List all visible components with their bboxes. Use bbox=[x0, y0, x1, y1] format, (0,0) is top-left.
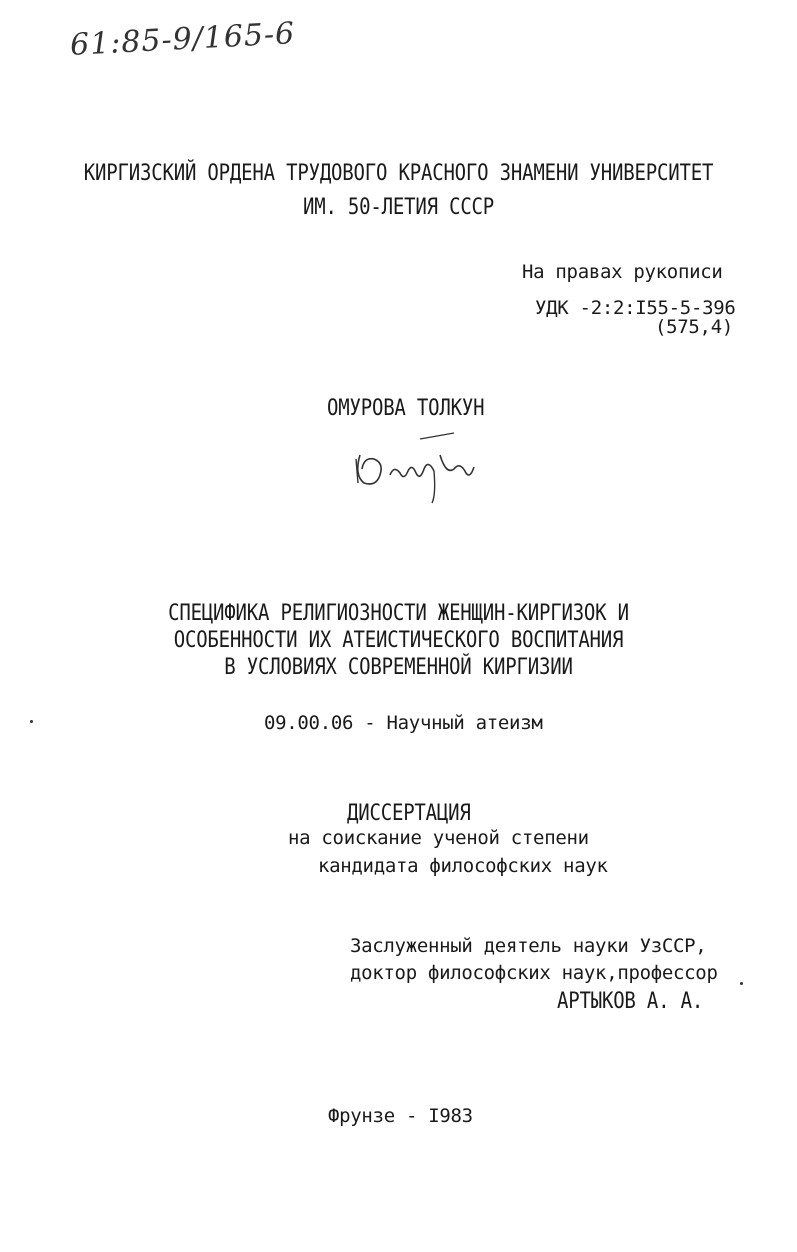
handwritten-archive-number: 61:85-9/165-6 bbox=[69, 16, 297, 63]
scan-speck bbox=[30, 720, 33, 723]
author-signature bbox=[350, 425, 490, 505]
specialty-code: 09.00.06 - Научный атеизм bbox=[264, 712, 543, 734]
supervisor-title-2: доктор философских наук,профессор bbox=[350, 962, 718, 984]
degree-line-1: на соискание ученой степени bbox=[288, 827, 589, 849]
title-line-2: ОСОБЕННОСТИ ИХ АТЕИСТИЧЕСКОГО ВОСПИТАНИЯ bbox=[173, 627, 624, 653]
degree-line-2: кандидата философских наук bbox=[318, 855, 608, 877]
supervisor-title-1: Заслуженный деятель науки УзССР, bbox=[350, 935, 707, 957]
place-and-year: Фрунзе - I983 bbox=[328, 1105, 473, 1127]
title-line-3: В УСЛОВИЯХ СОВРЕМЕННОЙ КИРГИЗИИ bbox=[224, 654, 573, 680]
institution-line-2: ИМ. 50-ЛЕТИЯ СССР bbox=[302, 194, 495, 220]
udc-code: УДК -2:2:I55-5-396 bbox=[535, 297, 736, 319]
scan-speck bbox=[740, 982, 743, 985]
institution-line-1: КИРГИЗСКИЙ ОРДЕНА ТРУДОВОГО КРАСНОГО ЗНАМЕНИ УНИВЕРСИТЕТ bbox=[83, 160, 714, 186]
supervisor-name: АРТЫКОВ А. А. bbox=[557, 988, 704, 1014]
document-type: ДИССЕРТАЦИЯ bbox=[347, 800, 471, 826]
title-line-1: СПЕЦИФИКА РЕЛИГИОЗНОСТИ ЖЕНЩИН-КИРГИЗОК И bbox=[168, 600, 629, 626]
author-name: ОМУРОВА ТОЛКУН bbox=[327, 395, 485, 421]
rights-notice: На правах рукописи bbox=[522, 261, 723, 283]
udc-code-region: (575,4) bbox=[655, 316, 733, 338]
